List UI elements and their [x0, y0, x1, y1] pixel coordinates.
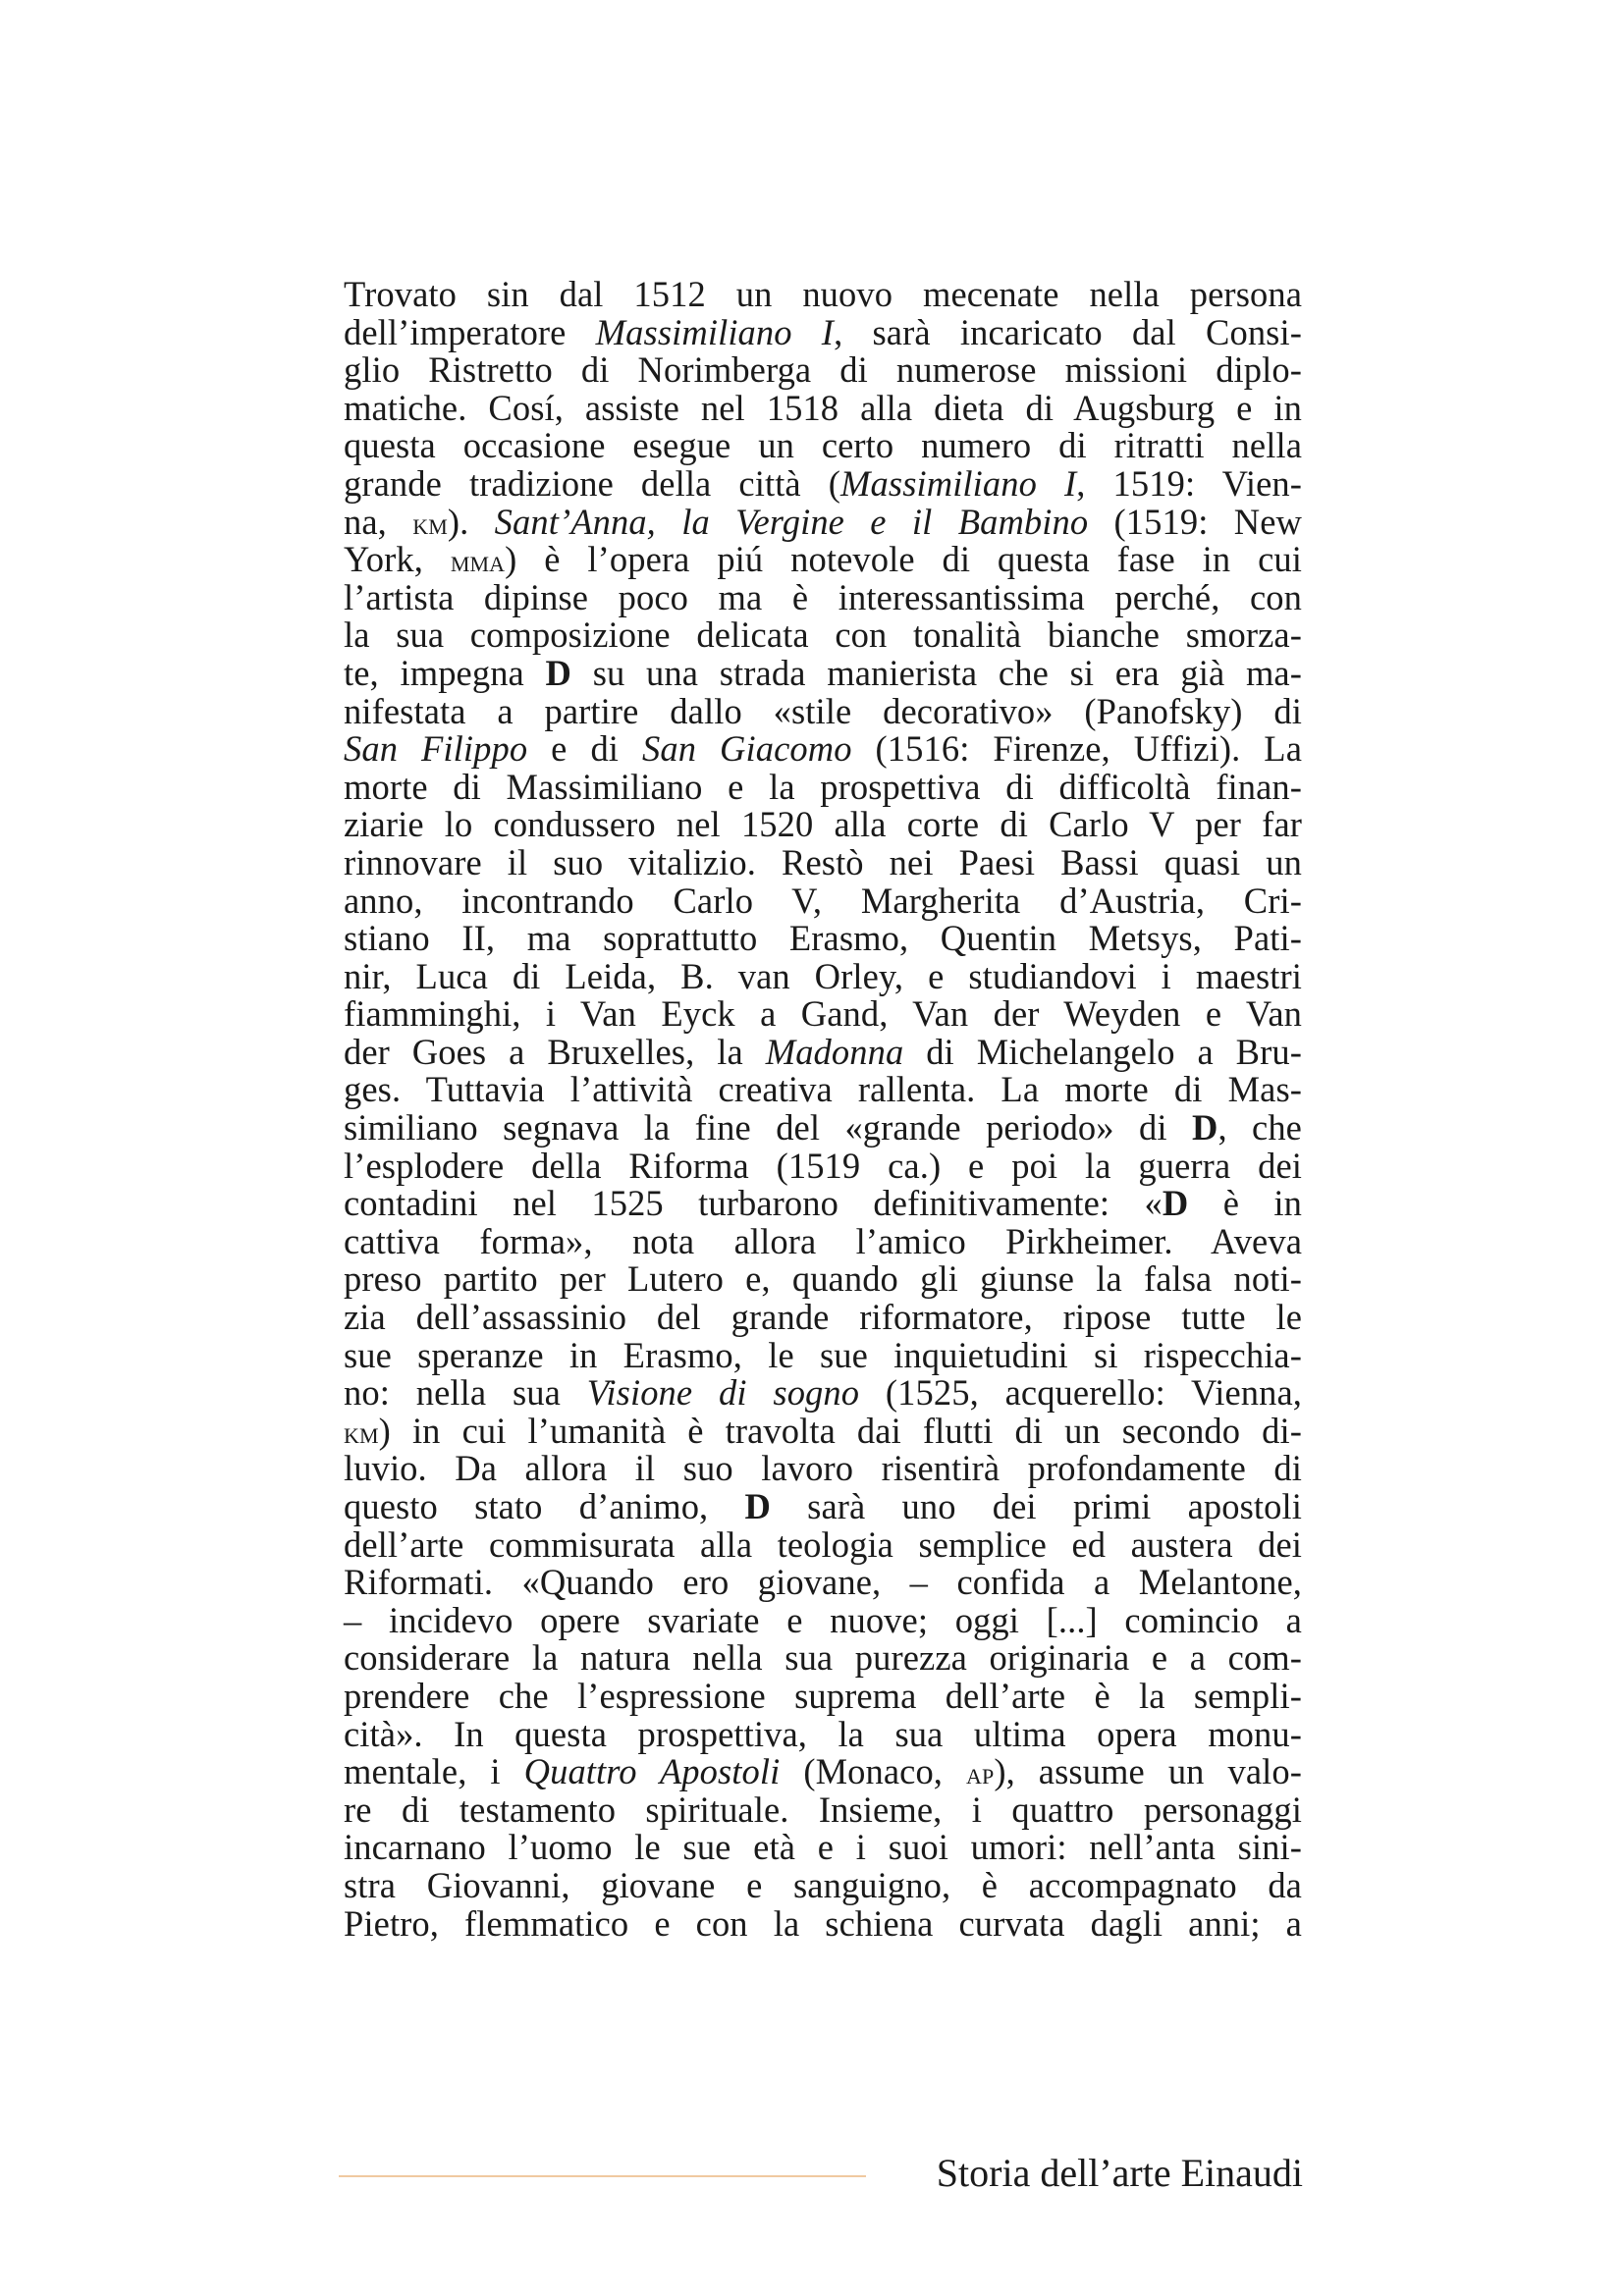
text-line: l’artista dipinse poco ma è interessantissima perché, con — [344, 576, 1302, 617]
text-line: questo stato d’animo, D sarà uno dei primi apostoli — [344, 1486, 1302, 1526]
text-line: matiche. Cosí, assiste nel 1518 alla dieta di Augsburg e in — [344, 387, 1302, 428]
text-line: na, km). Sant’Anna, la Vergine e il Bambino (1519: New — [344, 501, 1302, 542]
text-line: ziarie lo condussero nel 1520 alla corte di Carlo V per far — [344, 804, 1302, 845]
text-line: der Goes a Bruxelles, la Madonna di Michelangelo a Bru- — [344, 1031, 1302, 1072]
text-line: grande tradizione della città (Massimiliano I, 1519: Vien- — [344, 462, 1302, 504]
text-line: km) in cui l’umanità è travolta dai flutti di un secondo di- — [344, 1410, 1302, 1451]
text-line: re di testamento spirituale. Insieme, i quattro personaggi — [344, 1789, 1302, 1830]
text-line: preso partito per Lutero e, quando gli giunse la falsa noti- — [344, 1258, 1302, 1300]
text-line: fiamminghi, i Van Eyck a Gand, Van der Weyden e Van — [344, 993, 1302, 1035]
text-line: stiano II, ma soprattutto Erasmo, Quentin Metsys, Pati- — [344, 918, 1302, 959]
text-line: stra Giovanni, giovane e sanguigno, è accompagnato da — [344, 1864, 1302, 1905]
text-line: San Filippo e di San Giacomo (1516: Firenze, Uffizi). La — [344, 728, 1302, 770]
text-line: la sua composizione delicata con tonalità bianche smorza- — [344, 614, 1302, 656]
text-line: l’esplodere della Riforma (1519 ca.) e poi la guerra dei — [344, 1145, 1302, 1186]
footer-rule — [339, 2175, 866, 2177]
text-line: similiano segnava la fine del «grande periodo» di D, che — [344, 1107, 1302, 1148]
text-line: Pietro, flemmatico e con la schiena curvata dagli anni; a — [344, 1902, 1302, 1944]
text-line: – incidevo opere svariate e nuove; oggi [...] comincio a — [344, 1599, 1302, 1640]
text-line: contadini nel 1525 turbarono definitivamente: «D è in — [344, 1183, 1302, 1224]
text-line: cità». In questa prospettiva, la sua ultima opera monu- — [344, 1713, 1302, 1754]
text-line: nir, Luca di Leida, B. van Orley, e studiandovi i maestri — [344, 955, 1302, 996]
text-line: zia dell’assassinio del grande riformatore, ripose tutte le — [344, 1297, 1302, 1338]
text-line: luvio. Da allora il suo lavoro risentirà profondamente di — [344, 1448, 1302, 1489]
text-line: anno, incontrando Carlo V, Margherita d’Austria, Cri- — [344, 880, 1302, 921]
text-line: morte di Massimiliano e la prospettiva di difficoltà finan- — [344, 766, 1302, 807]
text-line: incarnano l’uomo le sue età e i suoi umori: nell’anta sini- — [344, 1827, 1302, 1868]
footer-title: Storia dell’arte Einaudi — [936, 2151, 1303, 2195]
text-line: prendere che l’espressione suprema dell’arte è la sempli- — [344, 1675, 1302, 1716]
text-line: cattiva forma», nota allora l’amico Pirkheimer. Aveva — [344, 1220, 1302, 1261]
text-line: mentale, i Quattro Apostoli (Monaco, ap), assume un valo- — [344, 1751, 1302, 1792]
text-line: Riformati. «Quando ero giovane, – confida a Melantone, — [344, 1562, 1302, 1603]
text-line: ges. Tuttavia l’attività creativa rallenta. La morte di Mas- — [344, 1069, 1302, 1110]
text-line: considerare la natura nella sua purezza originaria e a com- — [344, 1637, 1302, 1679]
text-line: te, impegna D su una strada manierista che si era già ma- — [344, 652, 1302, 693]
text-line: rinnovare il suo vitalizio. Restò nei Paesi Bassi quasi un — [344, 841, 1302, 882]
text-line: York, mma) è l’opera piú notevole di questa fase in cui — [344, 539, 1302, 580]
text-line: questa occasione esegue un certo numero di ritratti nella — [344, 425, 1302, 466]
text-line: no: nella sua Visione di sogno (1525, acquerello: Vienna, — [344, 1372, 1302, 1414]
text-line: glio Ristretto di Norimberga di numerose missioni diplo- — [344, 349, 1302, 391]
text-line: Trovato sin dal 1512 un nuovo mecenate nella persona — [344, 274, 1302, 314]
text-line: nifestata a partire dallo «stile decorativo» (Panofsky) di — [344, 690, 1302, 731]
text-line: dell’imperatore Massimiliano I, sarà incaricato dal Consi- — [344, 311, 1302, 352]
body-text — [344, 276, 1302, 1943]
text-line: sue speranze in Erasmo, le sue inquietudini si rispecchia- — [344, 1334, 1302, 1375]
text-line: dell’arte commisurata alla teologia semplice ed austera dei — [344, 1523, 1302, 1565]
